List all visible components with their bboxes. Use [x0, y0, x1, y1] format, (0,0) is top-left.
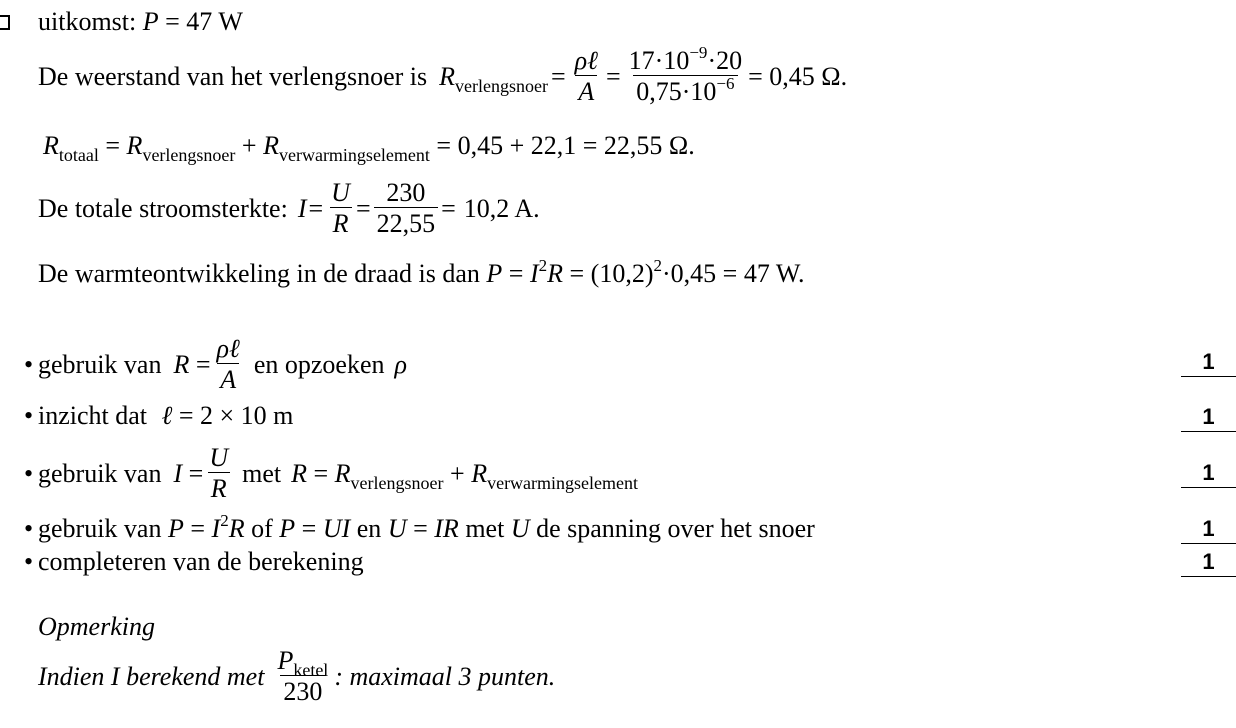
- score-4: 1: [1181, 516, 1236, 544]
- U-over-R-fraction: [328, 180, 353, 237]
- R-cord-symbol: R: [126, 131, 143, 160]
- resistance-line: De weerstand van het verlengsnoer is $R_{verlengsnoer}$ = $\frac{\text{ρℓ}}{A}$ = $\frac{17\cdot 10^{-9}\cdot 20}{0,75\cdot 10^{-6}}$ = 0,45 Ω.: [38, 43, 848, 106]
- outcome-value: = 47 W: [165, 7, 243, 36]
- remark-line: [38, 648, 555, 705]
- score-3: 1: [1181, 460, 1236, 488]
- U-symbol: U: [331, 178, 350, 207]
- criterion-3-text-b: met: [242, 458, 282, 488]
- R-total-symbol: R: [43, 131, 59, 160]
- criterion-1-text-b: en opzoeken: [253, 349, 385, 379]
- resistance-result: = 0,45 Ω.: [748, 61, 848, 91]
- rho-symbol: ρ: [574, 46, 588, 75]
- outcome-line: [38, 9, 243, 35]
- R-symbol: R: [439, 61, 456, 91]
- current-intro: De totale stroomsterkte:: [38, 193, 288, 223]
- criterion-2-text-b: = 2 × 10 m: [178, 401, 294, 430]
- remark-text-b: : maximaal 3 punten.: [334, 661, 556, 691]
- den-exp: −6: [716, 74, 735, 93]
- criterion-1: • gebruik van R = $\frac{\text{ρℓ}}{A}$ en opzoeken ρ: [38, 336, 407, 393]
- R-heater-symbol: R: [263, 131, 279, 160]
- total-result: = 0,45 + 22,1 = 22,55 Ω.: [436, 131, 695, 160]
- score-2: 1: [1181, 404, 1236, 432]
- num-value: 17·10: [628, 46, 690, 75]
- num-tail: ·20: [707, 46, 743, 75]
- remark-fraction: [274, 648, 331, 705]
- remark-den: 230: [280, 675, 325, 705]
- criterion-4-text-e: de spanning over het snoer: [536, 514, 815, 543]
- heat-tail: ·0,45 = 47 W.: [662, 259, 805, 288]
- numeric-fraction: [626, 43, 745, 106]
- remark-text-a: Indien I berekend met: [38, 661, 265, 691]
- num-exp: −9: [689, 43, 708, 62]
- score-5: 1: [1181, 549, 1236, 577]
- P-ketel-symbol: P: [277, 646, 294, 675]
- criterion-4-text-d: met: [465, 514, 505, 543]
- den-value: 0,75·10: [636, 77, 717, 106]
- 230-over-22-fraction: [374, 180, 439, 237]
- current-result: 10,2 A.: [463, 193, 540, 223]
- I-symbol: I: [297, 193, 307, 223]
- current-line: De totale stroomsterkte: I = $\frac{U}{R}$ = $\frac{230}{22,55}$ = 10,2 A.: [38, 178, 540, 238]
- criterion-5: [38, 549, 364, 575]
- R-symbol-heat: R: [547, 259, 563, 288]
- A-symbol: A: [578, 77, 595, 106]
- R-sub-cord: verlengsnoer: [455, 75, 548, 96]
- resistance-intro: De weerstand van het verlengsnoer is: [38, 61, 428, 91]
- rho-l-over-A-fraction: [572, 48, 601, 105]
- criterion-3-text-a: • gebruik van: [38, 458, 162, 488]
- criterion-2-text-a: inzicht dat: [38, 401, 148, 430]
- outcome-var: P: [142, 7, 159, 36]
- criterion-2: • inzicht dat ℓ = 2 × 10 m: [38, 403, 293, 429]
- sub-total: totaal: [58, 145, 99, 165]
- criterion-4: • gebruik van $P = I^2R$ of P = UI en U = IR met U de spanning over het snoer: [38, 516, 815, 542]
- criterion-5-text-a: completeren van de berekening: [38, 547, 364, 576]
- P-symbol: P: [486, 259, 503, 288]
- sub-heater: verwarmingselement: [278, 145, 430, 165]
- checkbox-icon: [0, 15, 10, 30]
- P-ketel-sub: ketel: [293, 660, 329, 680]
- criterion-4-text-c: en: [356, 514, 382, 543]
- R-den-symbol: R: [332, 209, 349, 238]
- criterion-1-text-a: • gebruik van: [38, 349, 162, 379]
- criterion-3: • gebruik van I = $\frac{U}{R}$ met $R = R_{verlengsnoer} + R_{verwarmingselement}$: [38, 445, 638, 502]
- sub-cord: verlengsnoer: [142, 145, 236, 165]
- outcome-label: uitkomst:: [38, 7, 137, 36]
- I-symbol-heat: I: [529, 259, 539, 288]
- heat-intro: De warmteontwikkeling in de draad is dan: [38, 259, 480, 288]
- total-resistance-line: $R_{totaal} = R_{verlengsnoer} + R_{verwarmingselement} = 0,45 + 22,1 = 22,55$ Ω.: [43, 131, 695, 165]
- ell-symbol: ℓ: [587, 46, 598, 75]
- den-22-55: 22,55: [374, 207, 439, 237]
- num-230: 230: [386, 178, 426, 207]
- heat-line: De warmteontwikkeling in de draad is dan $P = I^2R = (10,2)^2\cdot 0,45 = 47$ W.: [38, 256, 805, 288]
- criterion-4-text-b: of: [251, 514, 273, 543]
- score-1: 1: [1181, 349, 1236, 377]
- criterion-4-text-a: gebruik van: [38, 514, 162, 543]
- heat-base: (10,2): [590, 259, 654, 288]
- remark-title: Opmerking: [38, 612, 155, 641]
